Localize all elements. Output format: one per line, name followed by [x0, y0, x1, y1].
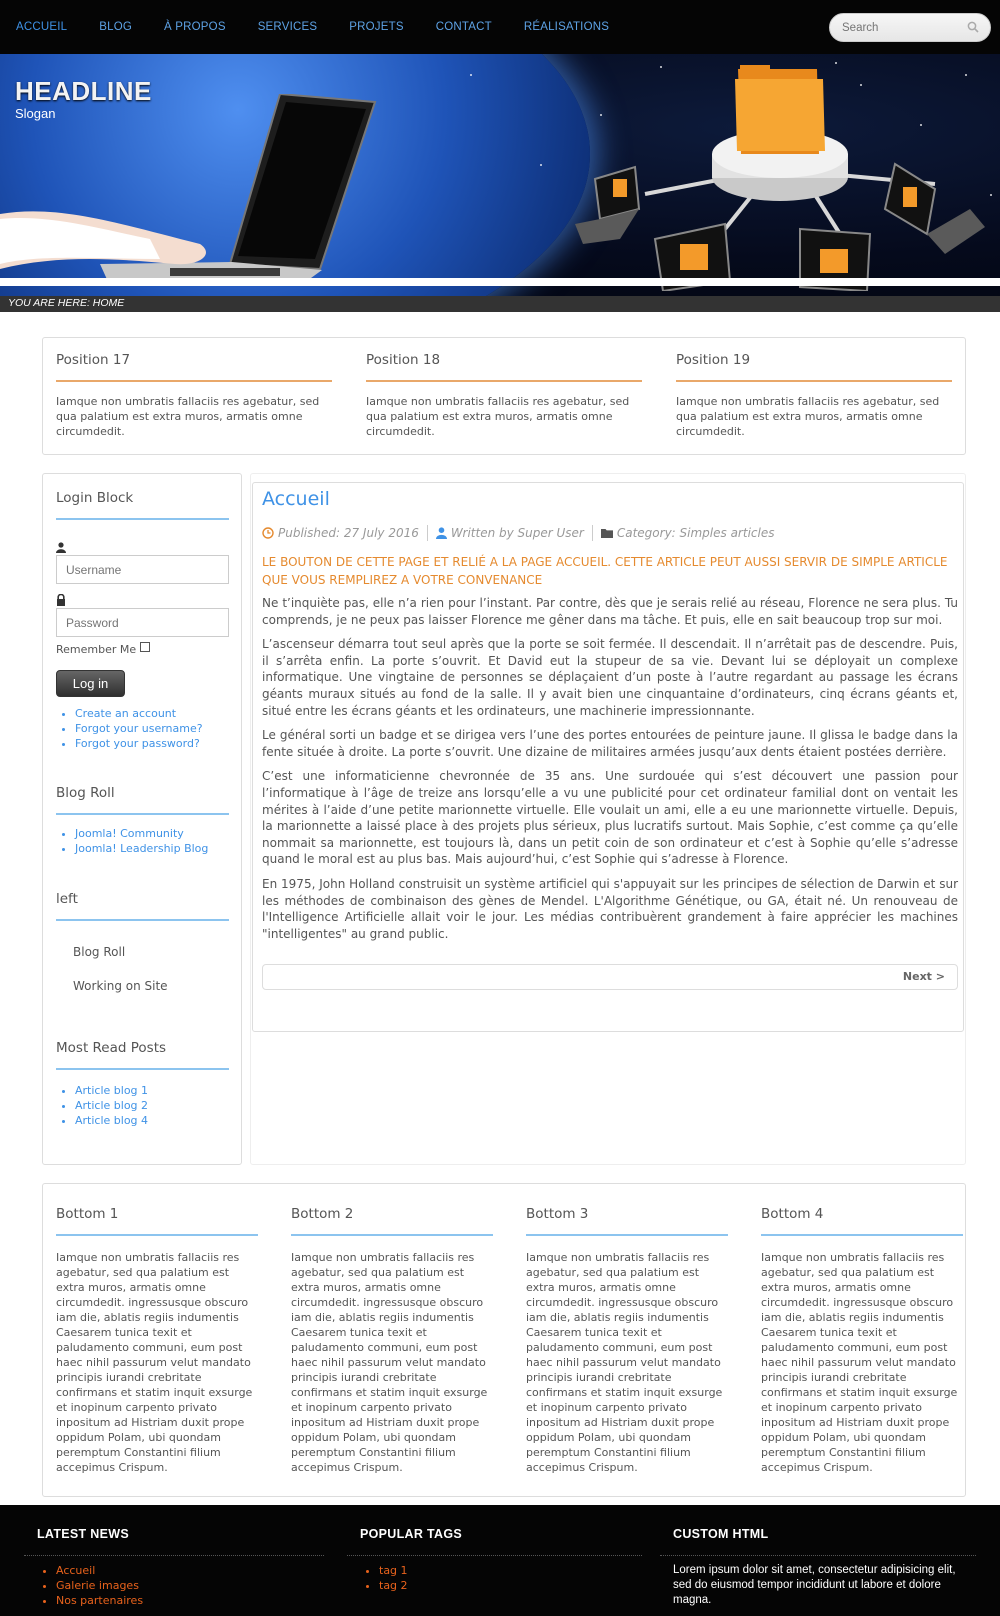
nav-item-blog[interactable]: BLOG — [99, 21, 133, 33]
left-menu — [56, 945, 229, 993]
news-link[interactable]: • Galerie images — [56, 1578, 143, 1593]
divider — [56, 919, 229, 921]
footer-popular-tags — [360, 1527, 462, 1593]
login-module — [56, 490, 229, 751]
divider — [56, 813, 229, 815]
main-menu — [0, 0, 625, 54]
user-icon — [56, 542, 66, 553]
module-title: Bottom 4 — [761, 1206, 824, 1222]
search-icon[interactable] — [967, 21, 979, 33]
login-links — [56, 706, 229, 751]
module-title: Position 17 — [56, 352, 131, 368]
folder-icon — [601, 528, 613, 538]
module-bottom-2 — [291, 1206, 493, 1475]
divider — [761, 1234, 963, 1236]
footer-divider — [347, 1555, 642, 1556]
meta-separator — [427, 525, 428, 541]
bottom-positions — [42, 1183, 966, 1497]
divider — [56, 380, 332, 382]
module-title: Position 18 — [366, 352, 441, 368]
network-illustration — [575, 59, 995, 291]
footer-title: POPULAR TAGS — [360, 1527, 462, 1541]
mostread-list — [56, 1083, 229, 1128]
blogroll-link[interactable]: • Joomla! Leadership Blog — [75, 841, 229, 856]
module-bottom-3 — [526, 1206, 728, 1475]
module-text: Iamque non umbratis fallaciis res agebatur, sed qua palatium est extra muros, armatis omne circumdedit. ingressusque obscuro iam die, ablatis regiis indumentis Caesarem tunica texit et paludamento communi, eum post haec nihil passurum velut mandato principis iurandi crebritate confirmans et statim inquit exsurge et inopinum carpento privato inpositum ad Histriam duxit prope oppidum Polam, ubi quondam peremptum Constantini filium accepimus Crispum. — [526, 1251, 723, 1474]
article-meta — [262, 525, 774, 541]
blogroll-title: Blog Roll — [56, 785, 115, 801]
article-intro: LE BOUTON DE CETTE PAGE ET RELIÉ A LA PAGE ACCUEIL. CETTE ARTICLE PEUT AUSSI SERVIR DE SIMPLE ARTICLE QUE VOUS REMPLIREZ A VOTRE CONVENANCE — [262, 555, 948, 587]
divider — [56, 1068, 229, 1070]
module-title: Bottom 3 — [526, 1206, 589, 1222]
article-body — [262, 595, 958, 950]
news-list — [37, 1563, 143, 1608]
divider — [56, 1234, 258, 1236]
published-date: Published: 27 July 2016 — [278, 526, 419, 540]
module-title: Position 19 — [676, 352, 751, 368]
divider — [366, 380, 642, 382]
search-box — [829, 13, 991, 42]
footer-title: LATEST NEWS — [37, 1527, 129, 1541]
blogroll-module — [56, 785, 229, 856]
article-paragraph: Ne t’inquiète pas, elle n’a rien pour l’instant. Par contre, dès que je serais relié au réseau, Florence ne sera plus. Tu comprends, je ne peux pas laisser Florence me gêner dans ma tâche. Et puis, elle en sait beaucoup trop sur moi. — [262, 596, 958, 627]
mostread-link[interactable]: • Article blog 2 — [75, 1098, 229, 1113]
create-account-link[interactable]: • Create an account — [75, 706, 229, 721]
site-headline: HEADLINE — [15, 76, 152, 106]
tag-link[interactable]: • tag 2 — [379, 1578, 462, 1593]
divider — [291, 1234, 493, 1236]
module-position-18 — [366, 352, 642, 439]
remember-row — [56, 643, 229, 656]
user-icon — [436, 527, 447, 539]
search-input[interactable] — [842, 19, 962, 37]
left-sidebar — [42, 473, 242, 1165]
nav-item-accueil[interactable]: ACCUEIL — [16, 21, 68, 33]
left-menu-item[interactable]: Working on Site — [73, 979, 168, 993]
username-field[interactable] — [56, 555, 229, 584]
remember-label: Remember Me — [56, 643, 137, 656]
footer-divider — [660, 1555, 976, 1556]
module-text: Iamque non umbratis fallaciis res agebatur, sed qua palatium est extra muros, armatis omne circumdedit. ingressusque obscuro iam die, ablatis regiis indumentis Caesarem tunica texit et paludamento communi, eum post haec nihil passurum velut mandato principis iurandi crebritate confirmans et statim inquit exsurge et inopinum carpento privato inpositum ad Histriam duxit prope oppidum Polam, ubi quondam peremptum Constantini filium accepimus Crispum. — [761, 1251, 958, 1474]
footer-latest-news — [37, 1527, 143, 1608]
nav-item-realisations[interactable]: RÉALISATIONS — [523, 21, 610, 33]
breadcrumb — [0, 296, 1000, 312]
custom-html-text: Lorem ipsum dolor sit amet, consectetur adipisicing elit, sed do eiusmod tempor incididunt ut labore et dolore magna. — [673, 1564, 956, 1606]
article-paragraph: Le général sorti un badge et se dirigea vers l’une des portes entourées de peinture jaune. Il glissa le badge dans la fente située à droite. La porte s’ouvrit. Une dizaine de militaires armées jusqu’aux dents étaient postées derrière. — [262, 728, 958, 759]
header-banner — [0, 54, 1000, 296]
divider — [676, 380, 952, 382]
article-paragraph: C’est une informaticienne chevronnée de 35 ans. Une surdouée qui s’est découvert une passion pour l’informatique à l’âge de treize ans lorsqu’elle a vu une publicité pour cet ordinateur familial dont on ventait les mérites à l’aide d’une petite marionnette virtuelle. Elle voulait un ami, elle a eu une marionnette virtuelle. Depuis, la marionnette a laissé place à des projets plus sérieux, plus lucratifs surtout. Mais Sophie, c’est comme ça qu’elle nommait sa marionnette, est toujours là, dans un petit coin de son ordinateur et c’est à Sophie qu’elle s’adresse quand le moral est au plus bas. Mais aujourd’hui, c’est Sophie qui s’adresse à Florence. — [262, 769, 958, 867]
top-positions — [42, 337, 966, 455]
module-text: Iamque non umbratis fallaciis res agebatur, sed qua palatium est extra muros, armatis omne circumdedit. — [56, 395, 320, 438]
login-button[interactable]: Log in — [56, 670, 125, 697]
blogroll-link[interactable]: • Joomla! Community — [75, 826, 229, 841]
remember-checkbox[interactable] — [140, 642, 150, 652]
footer-custom-html — [673, 1527, 973, 1608]
login-title: Login Block — [56, 490, 134, 506]
divider — [526, 1234, 728, 1236]
mostread-link[interactable]: • Article blog 1 — [75, 1083, 229, 1098]
password-field[interactable] — [56, 608, 229, 637]
nav-item-projets[interactable]: PROJETS — [349, 21, 404, 33]
news-link[interactable]: • Accueil — [56, 1563, 143, 1578]
tag-link[interactable]: • tag 1 — [379, 1563, 462, 1578]
article — [252, 482, 964, 1032]
nav-item-a-propos[interactable]: À PROPOS — [164, 21, 226, 33]
news-link[interactable]: • Nos partenaires — [56, 1593, 143, 1608]
top-navigation — [0, 0, 1000, 54]
module-position-19 — [676, 352, 952, 439]
forgot-password-link[interactable]: • Forgot your password? — [75, 736, 229, 751]
site-slogan: Slogan — [15, 106, 56, 121]
meta-separator — [592, 525, 593, 541]
forgot-username-link[interactable]: • Forgot your username? — [75, 721, 229, 736]
blogroll-list — [56, 826, 229, 856]
clock-icon — [262, 527, 274, 539]
nav-item-contact[interactable]: CONTACT — [435, 21, 492, 33]
module-bottom-4 — [761, 1206, 963, 1475]
module-text: Iamque non umbratis fallaciis res agebatur, sed qua palatium est extra muros, armatis omne circumdedit. ingressusque obscuro iam die, ablatis regiis indumentis Caesarem tunica texit et paludamento communi, eum post haec nihil passurum velut mandato principis iurandi crebritate confirmans et statim inquit exsurge et inopinum carpento privato inpositum ad Histriam duxit prope oppidum Polam, ubi quondam peremptum Constantini filium accepimus Crispum. — [291, 1251, 488, 1474]
left-module — [56, 891, 229, 993]
module-text: Iamque non umbratis fallaciis res agebatur, sed qua palatium est extra muros, armatis omne circumdedit. ingressusque obscuro iam die, ablatis regiis indumentis Caesarem tunica texit et paludamento communi, eum post haec nihil passurum velut mandato principis iurandi crebritate confirmans et statim inquit exsurge et inopinum carpento privato inpositum ad Histriam duxit prope oppidum Polam, ubi quondam peremptum Constantini filium accepimus Crispum. — [56, 1251, 253, 1474]
banner-bottom-strip — [0, 278, 1000, 286]
module-title: Bottom 1 — [56, 1206, 119, 1222]
divider — [56, 518, 229, 520]
lock-icon — [56, 594, 66, 606]
footer — [0, 1505, 1000, 1616]
mostread-module — [56, 1040, 229, 1128]
article-paragraph: L’ascenseur démarra tout seul après que la porte se soit fermée. Il descendait. Il n’arrêtait pas de descendre. Puis, il s’arrêta enfin. La porte s’ouvrit. Et David eut la stupeur de sa vie. Devant lui se déployait un complexe informatique. Une vingtaine de personnes se déplaçaient d’un poste à l’autre regardant au passage les écrans géants muraux situés au fond de la salle. Il y avait bien une cinquantaine d’ordinateurs, cinq écrans géants et, situé entre les écrans géants et les ordinateurs, une machinerie impressionnante. — [262, 637, 958, 718]
next-button[interactable]: Next > — [902, 970, 945, 983]
category: Category: Simples articles — [616, 526, 775, 540]
footer-title: CUSTOM HTML — [673, 1527, 769, 1541]
left-menu-item[interactable]: Blog Roll — [73, 945, 126, 959]
tags-list — [360, 1563, 462, 1593]
left-title: left — [56, 891, 78, 907]
mostread-link[interactable]: • Article blog 4 — [75, 1113, 229, 1128]
module-bottom-1 — [56, 1206, 258, 1475]
module-title: Bottom 2 — [291, 1206, 354, 1222]
author: Written by Super User — [450, 526, 584, 540]
footer-divider — [24, 1555, 324, 1556]
article-pager — [262, 964, 958, 990]
module-text: Iamque non umbratis fallaciis res agebatur, sed qua palatium est extra muros, armatis omne circumdedit. — [366, 395, 630, 438]
module-text: Iamque non umbratis fallaciis res agebatur, sed qua palatium est extra muros, armatis omne circumdedit. — [676, 395, 940, 438]
laptop-illustration — [0, 94, 380, 294]
article-title[interactable]: Accueil — [262, 488, 330, 510]
nav-item-services[interactable]: SERVICES — [257, 21, 318, 33]
article-paragraph: En 1975, John Holland construisit un système artificiel qui s'appuyait sur les principes de sélection de Darwin et sur les méthodes de combinaison des gènes de Mendel. L'Algorithme Génétique, ou GA, était né. Un renouveau de l'Intelligence Artificielle allait voir le jour. Les médias contribuèrent grandement à faire apprécier les machines "intelligentes" au grand public. — [262, 876, 958, 941]
breadcrumb-text: YOU ARE HERE: HOME — [8, 297, 125, 309]
mostread-title: Most Read Posts — [56, 1040, 167, 1056]
module-position-17 — [56, 352, 332, 439]
